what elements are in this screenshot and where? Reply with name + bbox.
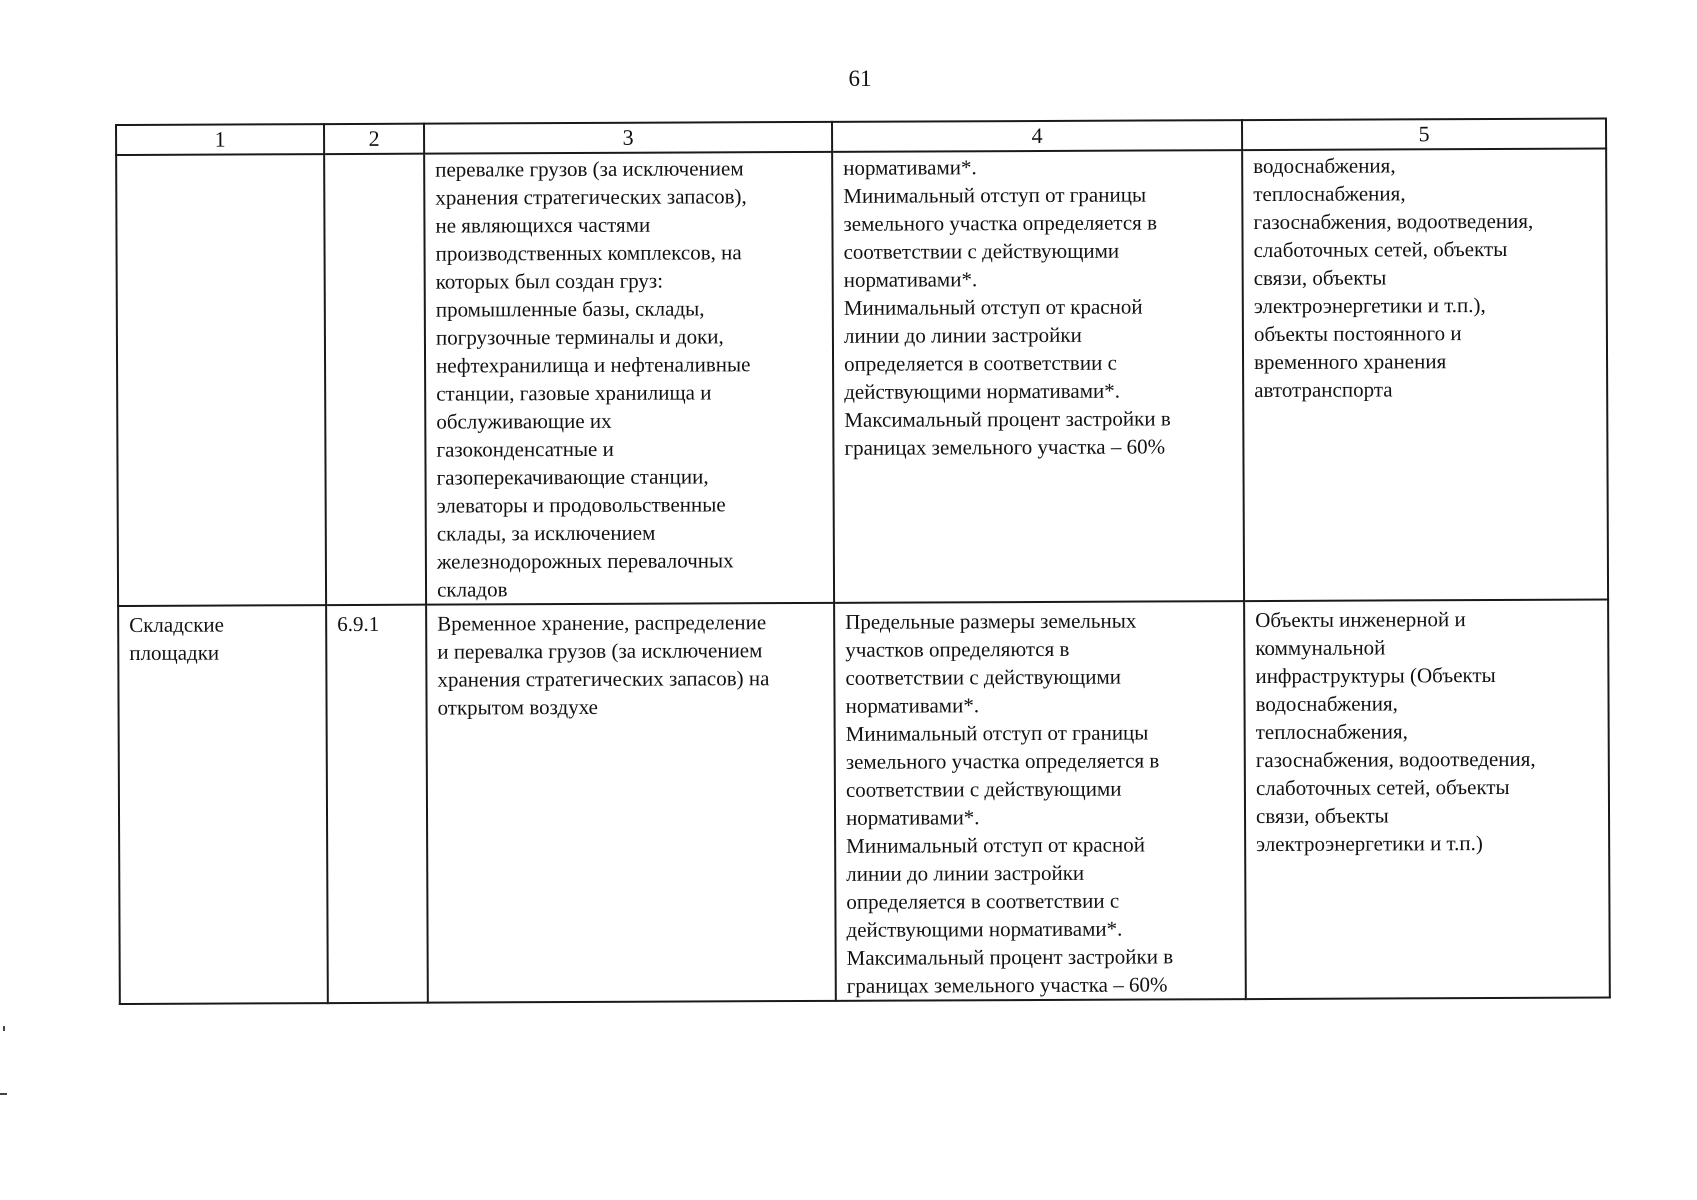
header-cell-2: 2: [324, 124, 424, 154]
cell-parameters: [832, 150, 1244, 603]
cell-text: водоснабжения, теплоснабжения, газоснабжения, водоотведения, слаботочных сетей, объекты связи, объекты электроэнергетики и т.п.), объекты постоянного и временного хранения автотранспорта: [1253, 153, 1534, 403]
table-row: [116, 148, 1608, 605]
cell-code: [326, 605, 428, 1003]
cell-parameters: [834, 601, 1246, 1001]
cell-code: [324, 154, 426, 605]
page-number: 61: [848, 66, 872, 91]
cell-text: Объекты инженерной и коммунальной инфраструктуры (Объекты водоснабжения, теплоснабжения, газоснабжения, водоотведения, слаботочных сетей, объекты связи, объекты электроэнергетики и т.п.): [1255, 607, 1536, 857]
cell-auxiliary-uses: [1244, 599, 1610, 999]
regulation-table: [115, 117, 1611, 1005]
header-cell-3: 3: [424, 122, 832, 154]
cell-description: [426, 603, 836, 1003]
cell-text: нормативами*. Минимальный отступ от границы земельного участка определяется в соответствии с действующими нормативами*. Минимальный отступ от красной линии до линии застройки определяется в соответствии с действующими нормативами*. Максимальный процент застройки в границах земельного участка – 60%: [843, 155, 1171, 460]
table-row: [118, 599, 1610, 1003]
header-cell-1: 1: [116, 124, 324, 155]
header-cell-4: 4: [832, 120, 1242, 152]
scan-margin-mark: [0, 1093, 7, 1095]
cell-text: Складские площадки: [129, 612, 225, 665]
cell-text: 6.9.1: [337, 611, 380, 637]
cell-description: [424, 152, 834, 605]
cell-text: Предельные размеры земельных участков определяются в соответствии с действующими нормативами*. Минимальный отступ от границы земельного участка определяется в соответствии с действующими нормативами*. Минимальный отступ от красной линии до линии застройки определяется в соответствии с действующими нормативами*. Максимальный процент застройки в границах земельного участка – 60%: [845, 608, 1174, 998]
cell-text: [127, 156, 313, 157]
cell-text: Временное хранение, распределение и перевалка грузов (за исключением хранения стратегических запасов) на открытом воздухе: [437, 610, 770, 720]
cell-text: перевалке грузов (за исключением хранения стратегических запасов), не являющихся частями производственных комплексов, на которых был создан груз: промышленные базы, склады, погрузочные терминалы и доки, нефтехранилища и нефтеналивные станции, газовые хранилища и обслуживающие их газоконденсатные и газоперекачивающие станции, элеваторы и продовольственные склады, за исключением железнодорожных перевалочных складов: [435, 156, 751, 602]
cell-use-name: [116, 154, 326, 606]
cell-use-name: [118, 605, 328, 1004]
cell-auxiliary-uses: [1242, 148, 1608, 601]
scan-margin-mark: [3, 1026, 5, 1031]
header-cell-5: 5: [1242, 118, 1606, 150]
